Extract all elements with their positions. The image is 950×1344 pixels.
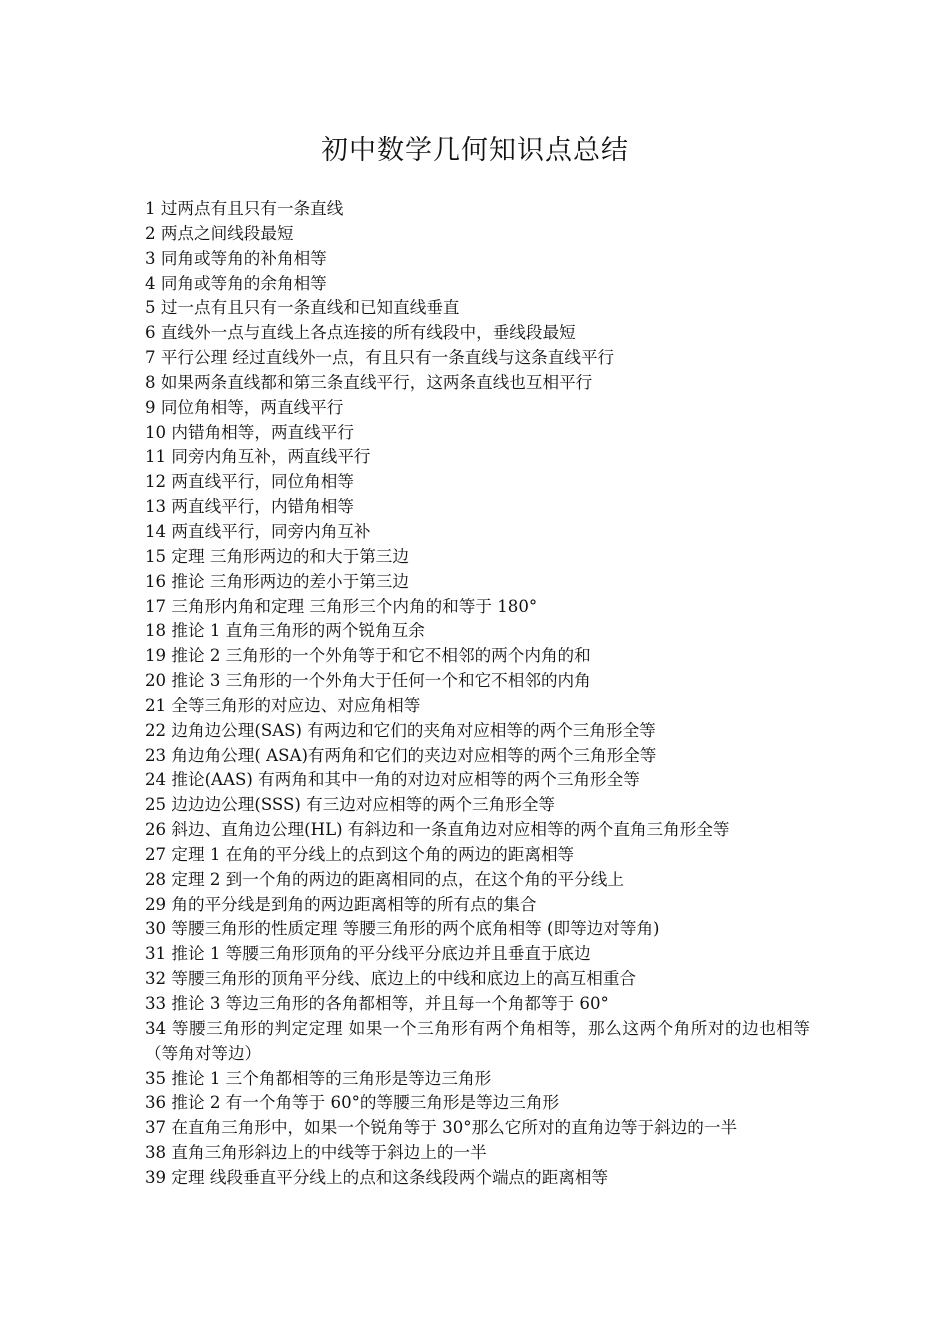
list-item: 10 内错角相等，两直线平行	[145, 422, 354, 442]
list-item: 12 两直线平行，同位角相等	[145, 472, 354, 492]
list-item: 6 直线外一点与直线上各点连接的所有线段中，垂线段最短	[145, 323, 576, 343]
list-item: 7 平行公理 经过直线外一点，有且只有一条直线与这条直线平行	[145, 348, 615, 368]
list-item: 32 等腰三角形的顶角平分线、底边上的中线和底边上的高互相重合	[145, 969, 637, 989]
list-item: 21 全等三角形的对应边、对应角相等	[145, 695, 421, 715]
list-item: 8 如果两条直线都和第三条直线平行，这两条直线也互相平行	[145, 372, 593, 392]
list-item: 25 边边边公理(SSS) 有三边对应相等的两个三角形全等	[145, 795, 556, 815]
list-item: 3 同角或等角的补角相等	[145, 248, 327, 268]
list-item: 28 定理 2 到一个角的两边的距离相同的点，在这个角的平分线上	[145, 869, 624, 889]
list-item: 14 两直线平行，同旁内角互补	[145, 521, 371, 541]
list-item: 26 斜边、直角边公理(HL) 有斜边和一条直角边对应相等的两个直角三角形全等	[145, 820, 730, 840]
list-item: 36 推论 2 有一个角等于 60°的等腰三角形是等边三角形	[145, 1093, 560, 1113]
list-item: 35 推论 1 三个角都相等的三角形是等边三角形	[145, 1068, 492, 1088]
list-item: 33 推论 3 等边三角形的各角都相等，并且每一个角都等于 60°	[145, 994, 609, 1013]
list-item: 34 等腰三角形的判定定理 如果一个三角形有两个角相等，那么这两个角所对的边也相等（等角对等边）	[145, 1018, 810, 1063]
list-item: 39 定理 线段垂直平分线上的点和这条线段两个端点的距离相等	[145, 1167, 609, 1187]
list-item: 31 推论 1 等腰三角形顶角的平分线平分底边并且垂直于底边	[145, 944, 591, 964]
list-item: 37 在直角三角形中，如果一个锐角等于 30°那么它所对的直角边等于斜边的一半	[145, 1118, 738, 1138]
list-item: 30 等腰三角形的性质定理 等腰三角形的两个底角相等 (即等边对等角)	[145, 919, 660, 939]
list-item: 16 推论 三角形两边的差小于第三边	[145, 571, 409, 591]
list-item: 2 两点之间线段最短	[145, 223, 294, 243]
list-item: 15 定理 三角形两边的和大于第三边	[145, 546, 409, 566]
list-item: 1 过两点有且只有一条直线	[145, 199, 344, 218]
list-item: 13 两直线平行，内错角相等	[145, 497, 354, 517]
list-item: 5 过一点有且只有一条直线和已知直线垂直	[145, 298, 460, 318]
knowledge-list	[145, 197, 810, 1191]
page-title: 初中数学几何知识点总结	[321, 135, 629, 166]
list-item: 19 推论 2 三角形的一个外角等于和它不相邻的两个内角的和	[145, 646, 591, 666]
list-item: 29 角的平分线是到角的两边距离相等的所有点的集合	[145, 894, 537, 914]
list-item: 4 同角或等角的余角相等	[145, 273, 327, 293]
list-item: 38 直角三角形斜边上的中线等于斜边上的一半	[145, 1143, 487, 1163]
list-item: 17 三角形内角和定理 三角形三个内角的和等于 180°	[145, 596, 538, 616]
list-item: 20 推论 3 三角形的一个外角大于任何一个和它不相邻的内角	[145, 671, 591, 691]
list-item: 27 定理 1 在角的平分线上的点到这个角的两边的距离相等	[145, 844, 575, 864]
list-item: 24 推论(AAS) 有两角和其中一角的对边对应相等的两个三角形全等	[145, 770, 640, 790]
list-item: 23 角边角公理( ASA)有两角和它们的夹边对应相等的两个三角形全等	[145, 745, 657, 765]
list-item: 9 同位角相等，两直线平行	[145, 397, 344, 417]
list-item: 18 推论 1 直角三角形的两个锐角互余	[145, 621, 425, 641]
list-item: 11 同旁内角互补，两直线平行	[145, 447, 371, 467]
list-item: 22 边角边公理(SAS) 有两边和它们的夹角对应相等的两个三角形全等	[145, 720, 656, 740]
